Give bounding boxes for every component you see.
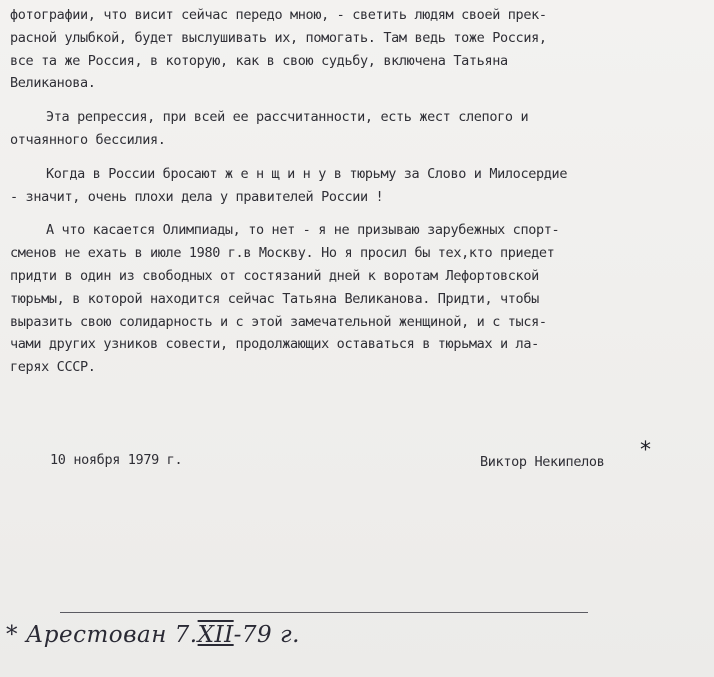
text-line: сменов не ехать в июле 1980 г.в Москву. Но я просил бы тех,кто приедет [10,245,555,262]
paragraph-1 [10,4,710,95]
signature-name: Виктор Некипелов [480,454,605,470]
text-line: чами других узников совести, продолжающих оставаться в тюрьмах и ла- [10,336,539,353]
text-line: отчаянного бессилия. [10,131,166,148]
footnote-year: -79 г. [233,622,300,648]
text-line: герях СССР. [10,359,96,376]
asterisk-mark: * [640,438,651,463]
letter-date: 10 ноября 1979 г. [50,452,183,468]
text-line: фотографии, что висит сейчас передо мною, - светить людям своей прек- [10,7,547,23]
footnote-text: Арестован 7. [25,622,198,648]
footnote-marker: * [6,622,18,648]
footnote-month: XII [197,622,234,648]
text-line: тюрьмы, в которой находится сейчас Татьяна Великанова. Придти, чтобы [10,290,539,307]
text-line: Эта репрессия, при всей ее рассчитанности, есть жест слепого и [46,109,529,126]
paragraph-2 [10,106,710,152]
text-line: А что касается Олимпиады, то нет - я не призываю зарубежных спорт- [46,222,560,239]
paragraph-4 [10,219,710,379]
text-line: - значит, очень плохи дела у правителей России ! [10,188,384,205]
text-line: Великанова. [10,75,96,92]
text-line: все та же Россия, в которую, как в свою судьбу, включена Татьяна [10,52,508,69]
paragraph-3 [10,163,710,209]
handwritten-footnote [6,618,300,652]
text-line: Когда в России бросают ж е н щ и н у в тюрьму за Слово и Милосердие [46,165,568,182]
text-line: расной улыбкой, будет выслушивать их, помогать. Там ведь тоже Россия, [10,29,547,46]
text-line: выразить свою солидарность и с этой замечательной женщиной, и с тыся- [10,313,547,330]
letter-body [10,4,710,390]
text-line: придти в один из свободных от состязаний дней к воротам Лефортовской [10,267,539,284]
footnote-divider [60,612,588,613]
